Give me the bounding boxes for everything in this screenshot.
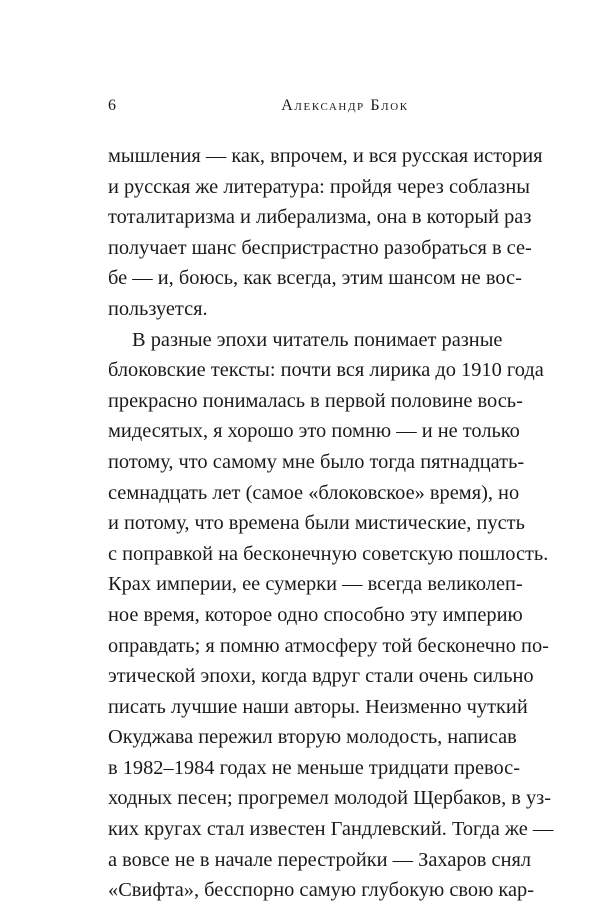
text-line: Окуджава пережил вторую молодость, написав [108, 726, 517, 749]
text-line: семнадцать лет (самое «блоковское» время), но [108, 481, 520, 504]
running-head: Александр Блок [281, 97, 409, 114]
text-line: оправдать; я помню атмосферу той бесконечно по- [108, 634, 549, 657]
text-line: писать лучшие наши авторы. Неизменно чуткий [108, 695, 528, 718]
text-line: ходных песен; прогремел молодой Щербаков, в уз- [108, 787, 552, 810]
text-line: с поправкой на бесконечную советскую пошлость. [108, 542, 549, 565]
text-line: бе — и, боюсь, как всегда, этим шансом не вос- [108, 267, 522, 290]
text-line: прекрасно понималась в первой половине вось- [108, 389, 523, 412]
text-line: «Свифта», бесспорно самую глубокую свою кар- [108, 879, 535, 902]
text-line: ное время, которое одно способно эту империю [108, 603, 523, 626]
text-line: в 1982–1984 годах не меньше тридцати превос- [108, 756, 521, 779]
paragraph-first-line: В разные эпохи читатель понимает разные [132, 328, 503, 351]
body-text [108, 141, 554, 906]
text-line: блоковские тексты: почти вся лирика до 1910 года [108, 359, 544, 382]
text-line: и потому, что времена были мистические, пусть [108, 512, 525, 535]
text-line: Крах империи, ее сумерки — всегда великолеп- [108, 573, 523, 596]
text-line: ких кругах стал известен Гандлевский. Тогда же — [108, 818, 554, 841]
text-line: потому, что самому мне было тогда пятнадцать- [108, 450, 525, 473]
text-line: а вовсе не в начале перестройки — Захаров снял [108, 848, 532, 871]
text-line: мышления — как, впрочем, и вся русская история [108, 145, 543, 167]
paragraph-end-line: пользуется. [108, 297, 208, 320]
text-line: тоталитаризма и либерализма, она в который раз [108, 206, 532, 229]
text-line: этической эпохи, когда вдруг стали очень сильно [108, 665, 534, 688]
text-line: получает шанс беспристрастно разобраться в се- [108, 236, 532, 259]
page-number: 6 [108, 97, 116, 114]
text-line: мидесятых, я хорошо это помню — и не только [108, 420, 520, 443]
text-line: и русская же литература: пройдя через соблазны [108, 175, 530, 198]
